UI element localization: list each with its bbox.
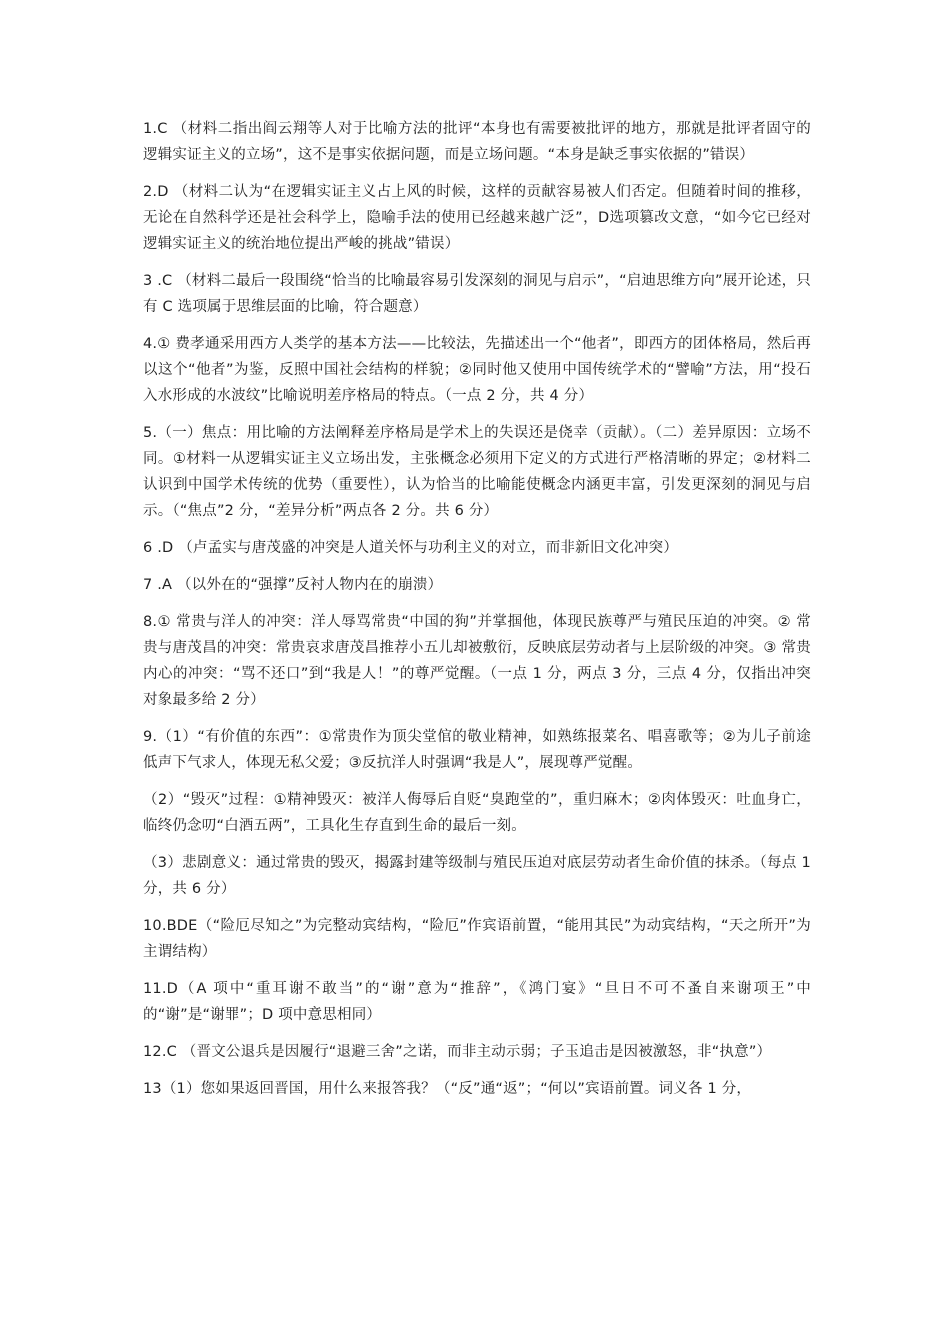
answer-7: 7 .A （以外在的“强撑”反衬人物内在的崩溃） (143, 577, 443, 593)
answer-3: 3 .C （材料二最后一段围绕“恰当的比喻最容易引发深刻的洞见与启示”，“启迪思维方向”展开论述，只有 C 选项属于思维层面的比喻，符合题意） (143, 273, 811, 315)
answer-11: 11.D（A 项中“重耳谢不敢当”的“谢”意为“推辞”，《鸿门宴》“旦日不可不蚤自来谢项王”中的“谢”是“谢罪”；D 项中意思相同） (143, 981, 811, 1023)
answer-9-part-2: （2）“毁灭”过程：①精神毁灭：被洋人侮辱后自贬“臭跑堂的”，重归麻木；②肉体毁灭：吐血身亡，临终仍念叨“白酒五两”，工具化生存直到生命的最后一刻。 (143, 792, 811, 834)
answer-9-part-3: （3）悲剧意义：通过常贵的毁灭，揭露封建等级制与殖民压迫对底层劳动者生命价值的抹杀。（每点 1 分，共 6 分） (143, 855, 811, 897)
answer-2: 2.D （材料二认为“在逻辑实证主义占上风的时候，这样的贡献容易被人们否定。但随着时间的推移，无论在自然科学还是社会科学上，隐喻手法的使用已经越来越广泛”，D选项篡改文意，“如今它已经对逻辑实证主义的统治地位提出严峻的挑战”错误） (143, 184, 811, 252)
answer-13: 13（1）您如果返回晋国，用什么来报答我？（“反”通“返”；“何以”宾语前置。词义各 1 分， (143, 1081, 752, 1097)
answer-6: 6 .D （卢孟实与唐茂盛的冲突是人道关怀与功利主义的对立，而非新旧文化冲突） (143, 540, 679, 556)
answer-10: 10.BDE（“险厄尽知之”为完整动宾结构，“险厄”作宾语前置，“能用其民”为动宾结构，“天之所开”为主谓结构） (143, 918, 811, 960)
answer-8: 8.① 常贵与洋人的冲突：洋人辱骂常贵“中国的狗”并掌掴他，体现民族尊严与殖民压迫的冲突。② 常贵与唐茂昌的冲突：常贵哀求唐茂昌推荐小五儿却被敷衍，反映底层劳动者与上层阶级的冲突。③ 常贵内心的冲突：“骂不还口”到“我是人！”的尊严觉醒。（一点 1 分，两点 3 分，三点 4 分，仅指出冲突对象最多给 2 分） (143, 614, 811, 708)
answer-5: 5.（一）焦点：用比喻的方法阐释差序格局是学术上的失误还是侥幸（贡献）。（二）差异原因：立场不同。①材料一从逻辑实证主义立场出发，主张概念必须用下定义的方式进行严格清晰的界定；②材料二认识到中国学术传统的优势（重要性），认为恰当的比喻能使概念内涵更丰富，引发更深刻的洞见与启示。（“焦点”2 分，“差异分析”两点各 2 分。共 6 分） (143, 425, 811, 519)
answer-12: 12.C （晋文公退兵是因履行“退避三舍”之诺，而非主动示弱；子玉追击是因被激怒，非“执意”） (143, 1044, 772, 1060)
answer-key (143, 116, 811, 1113)
answer-9-part-1: 9.（1）“有价值的东西”：①常贵作为顶尖堂倌的敬业精神，如熟练报菜名、唱喜歌等；②为儿子前途低声下气求人，体现无私父爱；③反抗洋人时强调“我是人”，展现尊严觉醒。 (143, 729, 811, 771)
answer-1: 1.C （材料二指出阎云翔等人对于比喻方法的批评“本身也有需要被批评的地方，那就是批评者固守的逻辑实证主义的立场”，这不是事实依据问题，而是立场问题。“本身是缺乏事实依据的”错误） (143, 121, 811, 163)
answer-4: 4.① 费孝通采用西方人类学的基本方法——比较法，先描述出一个“他者”，即西方的团体格局，然后再以这个“他者”为鉴，反照中国社会结构的样貌；②同时他又使用中国传统学术的“譬喻”方法，用“投石入水形成的水波纹”比喻说明差序格局的特点。（一点 2 分，共 4 分） (143, 336, 811, 404)
